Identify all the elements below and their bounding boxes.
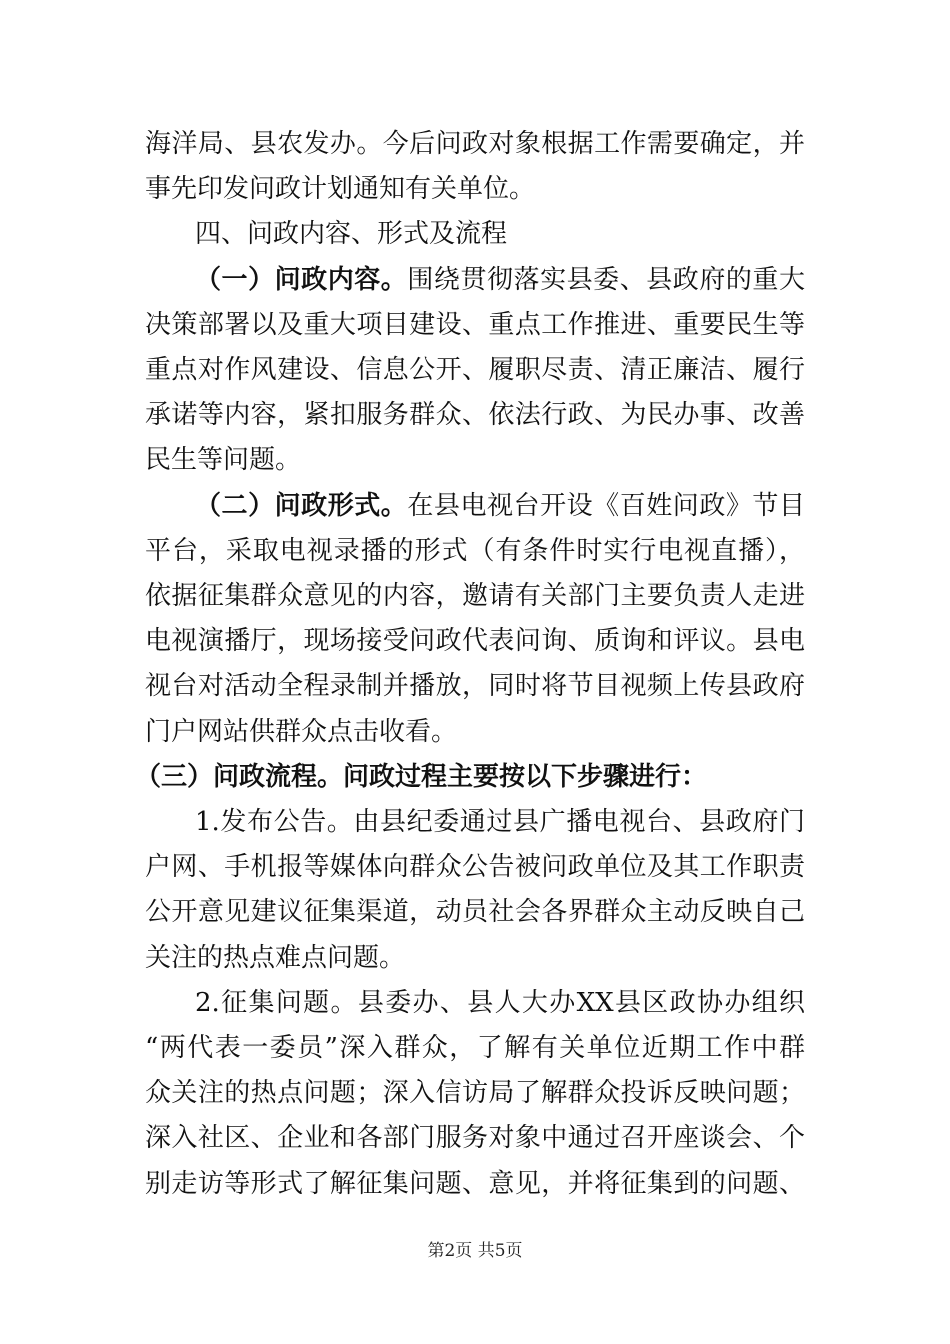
text-line: 公开意见建议征集渠道，动员社会各界群众主动反映自己 [145,897,805,927]
text-line: 承诺等内容，紧扣服务群众、依法行政、为民办事、改善 [145,400,805,430]
text-line: 户网、手机报等媒体向群众公告被问政单位及其工作职责 [145,852,805,882]
text-line: 依据征集群众意见的内容，邀请有关部门主要负责人走进 [145,581,805,611]
text-line: 四、问政内容、形式及流程 [195,219,508,249]
text-line: 民生等问题。 [145,445,302,475]
text-line: 门户网站供群众点击收看。 [145,717,458,747]
text-line: “两代表一委员”深入群众，了解有关单位近期工作中群 [145,1033,805,1063]
text-line [195,264,805,296]
body-text-span: 围绕贯彻落实县委、县政府的重大 [407,265,805,295]
text-line: 重点对作风建设、信息公开、履职尽责、清正廉洁、履行 [145,355,805,385]
text-line: 众关注的热点问题；深入信访局了解群众投诉反映问题； [145,1078,805,1108]
text-line: 平台，采取电视录播的形式（有条件时实行电视直播）， [145,536,805,566]
body-text-span: 在县电视台开设《百姓问政》节目 [407,491,805,521]
heading-text: （二）问政形式。 [195,491,408,521]
text-line: 视台对活动全程录制并播放，同时将节目视频上传县政府 [145,671,805,701]
text-line [135,761,805,793]
text-line: 电视演播厅，现场接受问政代表问询、质询和评议。县电 [145,626,805,656]
heading-text: （三）问政流程。问政过程主要按以下步骤进行： [135,762,708,792]
heading-text: （一）问政内容。 [195,265,408,295]
text-line: 事先印发问政计划通知有关单位。 [145,174,536,204]
text-line: 海洋局、县农发办。今后问政对象根据工作需要确定，并 [145,129,805,159]
text-line: 决策部署以及重大项目建设、重点工作推进、重要民生等 [145,310,805,340]
text-line: 关注的热点难点问题。 [145,943,406,973]
text-line: 别走访等形式了解征集问题、意见，并将征集到的问题、 [145,1169,805,1199]
text-line [195,490,805,522]
text-line: 深入社区、企业和各部门服务对象中通过召开座谈会、个 [145,1123,805,1153]
text-line: 2.征集问题。县委办、县人大办XX县区政协办组织 [195,988,805,1018]
page-footer: 第2页 共5页 [427,1241,523,1261]
text-line: 1.发布公告。由县纪委通过县广播电视台、县政府门 [195,807,805,837]
